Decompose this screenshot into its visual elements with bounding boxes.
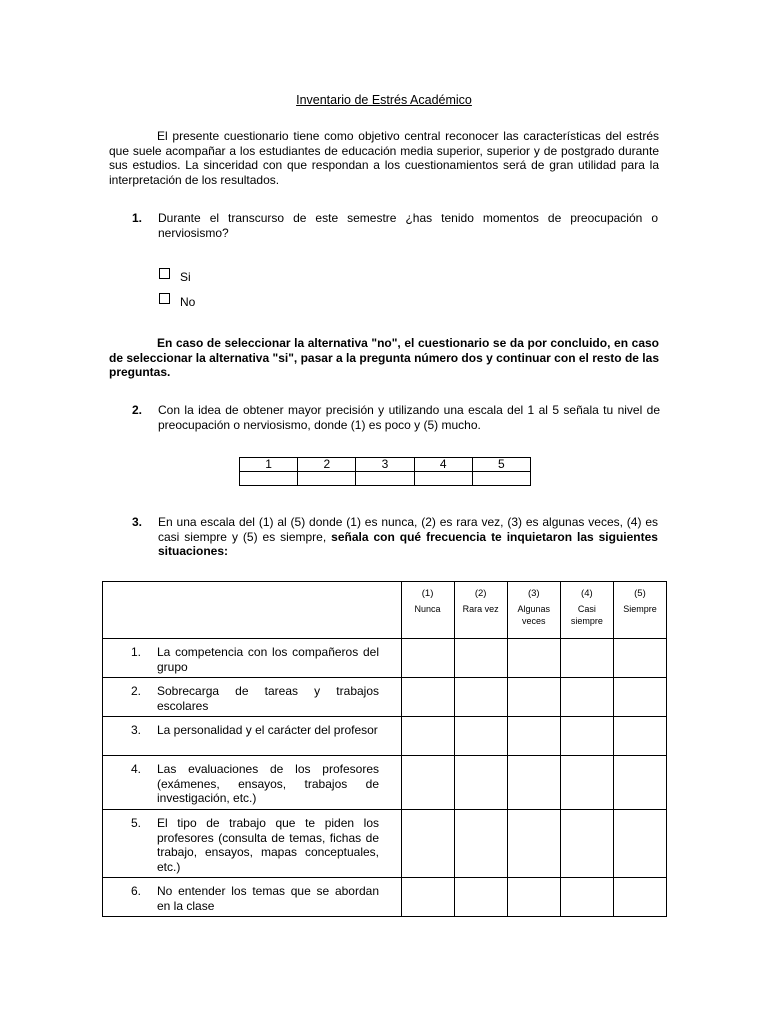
answer-cell[interactable] (454, 878, 507, 917)
column-header (613, 582, 666, 639)
answer-cell[interactable] (613, 717, 666, 756)
answer-cell[interactable] (454, 810, 507, 878)
table-header-row (103, 582, 667, 639)
column-label: Casi siempre (570, 604, 603, 626)
answer-cell[interactable] (560, 717, 613, 756)
item-cell (103, 678, 402, 717)
item-cell (103, 639, 402, 678)
answer-cell[interactable] (507, 639, 560, 678)
scale-answer-cell[interactable] (298, 472, 356, 486)
answer-cell[interactable] (613, 639, 666, 678)
answer-cell[interactable] (613, 678, 666, 717)
answer-cell[interactable] (454, 678, 507, 717)
question-3-text-bold: señala con qué frecuencia te inquietaron las siguientes situaciones: (158, 529, 658, 558)
table-header-blank (103, 582, 402, 639)
answer-cell[interactable] (507, 678, 560, 717)
scale-answer-cell[interactable] (356, 472, 414, 486)
answer-cell[interactable] (401, 810, 454, 878)
intro-paragraph: El presente cuestionario tiene como objetivo central reconocer las características del estrés que suele acompañar a los estudiantes de educación media superior, superior y de postgrado durante sus estudios. La sinceridad con que respondan a los cuestionamientos será de gran utilidad para la interpretación de los resultados. (109, 129, 659, 187)
item-number: 1. (131, 645, 142, 659)
item-number: 4. (131, 762, 142, 776)
answer-cell[interactable] (401, 639, 454, 678)
scale-answer-cell[interactable] (414, 472, 472, 486)
answer-cell[interactable] (507, 810, 560, 878)
column-number: (1) (421, 588, 434, 599)
column-header (507, 582, 560, 639)
answer-cell[interactable] (507, 756, 560, 810)
question-2-text: Con la idea de obtener mayor precisión y utilizando una escala del 1 al 5 señala tu nivel de preocupación o nerviosismo, donde (1) es poco y (5) mucho. (158, 403, 660, 432)
item-number: 5. (131, 816, 142, 830)
table-row (103, 678, 667, 717)
scale-label: 5 (472, 458, 530, 472)
scale-answer-cell[interactable] (240, 472, 298, 486)
item-text: El tipo de trabajo que te piden los profesores (consulta de temas, fichas de trabajo, ensayos, mapas conceptuales, etc.) (157, 816, 379, 874)
column-label: Rara vez (462, 604, 499, 614)
item-cell (103, 756, 402, 810)
item-text: No entender los temas que se abordan en la clase (157, 884, 379, 913)
table-row (103, 810, 667, 878)
column-number: (3) (527, 588, 540, 599)
answer-cell[interactable] (401, 678, 454, 717)
document-title: Inventario de Estrés Académico (296, 93, 472, 107)
answer-cell[interactable] (560, 810, 613, 878)
answer-cell[interactable] (560, 756, 613, 810)
scale-label: 4 (414, 458, 472, 472)
option-si-label: Si (180, 270, 191, 284)
scale-answer-cell[interactable] (472, 472, 530, 486)
answer-cell[interactable] (401, 717, 454, 756)
item-text: La personalidad y el carácter del profesor (157, 723, 378, 737)
answer-cell[interactable] (454, 756, 507, 810)
question-3-text-normal: En una escala del (1) al (5) donde (1) es nunca, (2) es rara vez, (3) es algunas veces, (4) es casi siempre y (5) es siempre, (158, 515, 658, 544)
item-text: Sobrecarga de tareas y trabajos escolares (157, 684, 379, 713)
answer-cell[interactable] (454, 639, 507, 678)
column-number: (2) (474, 588, 487, 599)
column-header (560, 582, 613, 639)
answer-cell[interactable] (560, 639, 613, 678)
column-number: (5) (634, 588, 646, 599)
checkbox-si[interactable] (159, 268, 170, 279)
scale-label: 2 (298, 458, 356, 472)
scale-label: 1 (240, 458, 298, 472)
answer-cell[interactable] (560, 878, 613, 917)
table-row (103, 717, 667, 756)
table-row (103, 756, 667, 810)
instruction-note: En caso de seleccionar la alternativa "no", el cuestionario se da por concluido, en caso de seleccionar la alternativa "si", pasar a la pregunta número dos y continuar con el resto de las preguntas. (109, 336, 659, 379)
column-number: (4) (581, 588, 593, 599)
question-2-number: 2. (132, 403, 143, 417)
column-label: Nunca (414, 604, 441, 614)
item-number: 2. (131, 684, 142, 698)
table-row (103, 639, 667, 678)
question-1-text: Durante el transcurso de este semestre ¿has tenido momentos de preocupación o nerviosismo? (158, 211, 658, 240)
option-no-label: No (180, 295, 196, 309)
item-cell (103, 878, 402, 917)
answer-cell[interactable] (507, 717, 560, 756)
answer-cell[interactable] (454, 717, 507, 756)
item-text: Las evaluaciones de los profesores (exámenes, ensayos, trabajos de investigación, etc.) (157, 762, 379, 805)
answer-cell[interactable] (613, 756, 666, 810)
scale-table (239, 457, 531, 486)
item-number: 6. (131, 884, 142, 898)
answer-cell[interactable] (401, 878, 454, 917)
item-cell (103, 717, 402, 756)
question-1-number: 1. (132, 211, 143, 225)
scale-label: 3 (356, 458, 414, 472)
answer-cell[interactable] (613, 810, 666, 878)
column-label: Algunas veces (517, 604, 551, 626)
checkbox-no[interactable] (159, 293, 170, 304)
answer-cell[interactable] (613, 878, 666, 917)
column-header (401, 582, 454, 639)
column-header (454, 582, 507, 639)
item-text: La competencia con los compañeros del grupo (157, 645, 379, 674)
column-label: Siempre (623, 604, 657, 614)
frequency-table (102, 581, 667, 917)
answer-cell[interactable] (401, 756, 454, 810)
item-number: 3. (131, 723, 142, 737)
question-3-text (158, 515, 658, 559)
answer-cell[interactable] (560, 678, 613, 717)
answer-cell[interactable] (507, 878, 560, 917)
item-cell (103, 810, 402, 878)
question-3-number: 3. (132, 515, 143, 529)
table-row (103, 878, 667, 917)
